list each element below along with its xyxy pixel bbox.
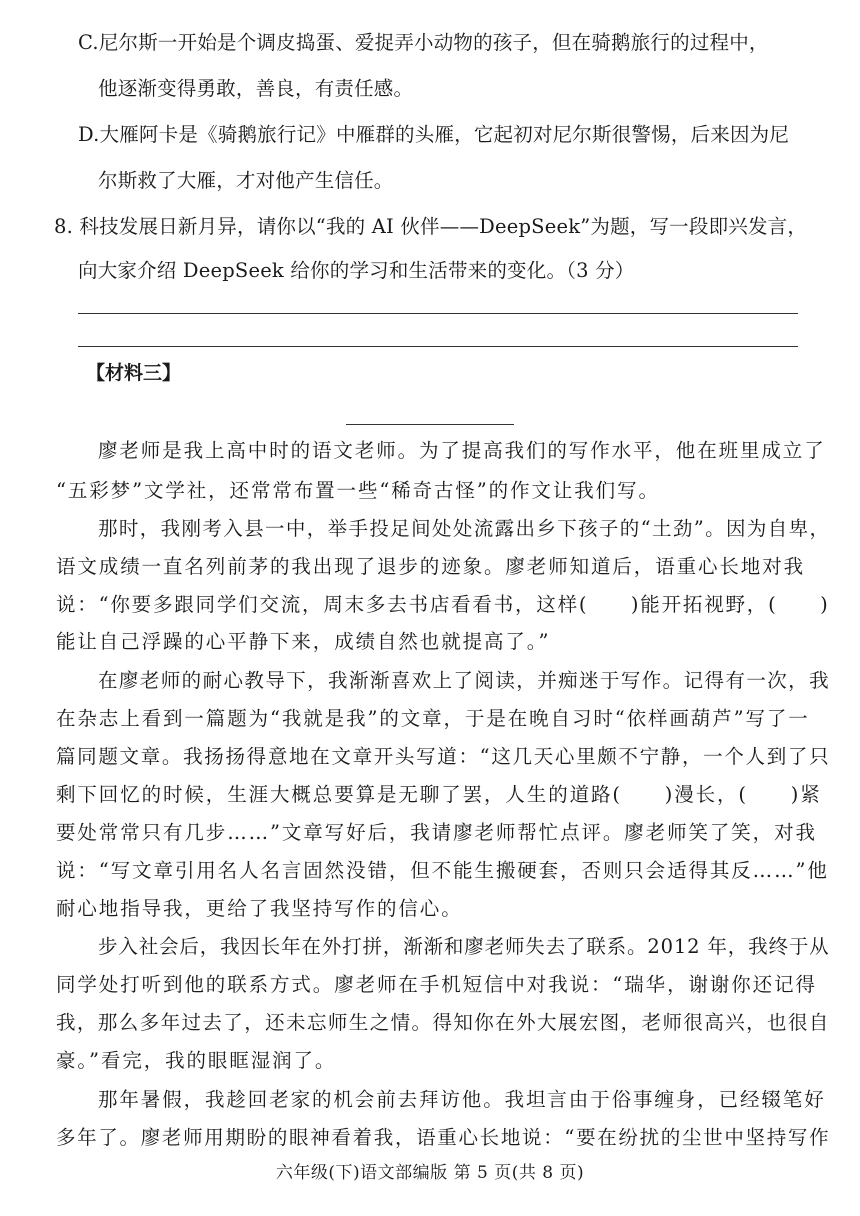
paragraph-line: 剩下回忆的时候，生涯大概总要算是无聊了罢，人生的道路( )漫长，( )紧 xyxy=(56,783,822,806)
paragraph-line: 说：“写文章引用名人名言固然没错，但不能生搬硬套，否则只会适得其反……”他 xyxy=(56,859,829,882)
paragraph-line: 那时，我刚考入县一中，举手投足间处处流露出乡下孩子的“土劲”。因为自卑， xyxy=(98,517,831,540)
paragraph-line: 廖老师是我上高中时的语文老师。为了提高我们的写作水平，他在班里成立了 xyxy=(98,439,826,462)
paragraph-line: 语文成绩一直名列前茅的我出现了退步的迹象。廖老师知道后，语重心长地对我 xyxy=(56,555,806,578)
paragraph-line: 能让自己浮躁的心平静下来，成绩自然也就提高了。” xyxy=(56,630,551,653)
paragraph-line: 步入社会后，我因长年在外打拼，渐渐和廖老师失去了联系。2012 年，我终于从 xyxy=(98,935,830,958)
material-3-title: 【材料三】 xyxy=(86,362,182,384)
option-c-line-2: 他逐渐变得勇敢，善良，有责任感。 xyxy=(98,77,414,100)
paragraph-line: 那年暑假，我趁回老家的机会前去拜访他。我坦言由于俗事缠身，已经辍笔好 xyxy=(98,1088,826,1111)
paragraph-line: 在廖老师的耐心教导下，我渐渐喜欢上了阅读，并痴迷于写作。记得有一次，我 xyxy=(98,669,831,692)
answer-line-1 xyxy=(78,313,798,314)
paragraph-line: 同学处打听到他的联系方式。廖老师在手机短信中对我说：“瑞华，谢谢你还记得 xyxy=(56,973,817,996)
page-footer: 六年级(下)语文部编版 第 5 页(共 8 页) xyxy=(275,1163,585,1183)
title-blank-line xyxy=(346,424,514,425)
option-d-line-2: 尔斯救了大雁，才对他产生信任。 xyxy=(98,169,394,192)
paragraph-line: 多年了。廖老师用期盼的眼神看着我，语重心长地说：“要在纷扰的尘世中坚持写作 xyxy=(56,1126,831,1149)
paragraph-line: 说：“你要多跟同学们交流，周末多去书店看看书，这样( )能开拓视野，( ) xyxy=(56,593,830,616)
option-d-line-1: D.大雁阿卡是《骑鹅旅行记》中雁群的头雁，它起初对尼尔斯很警惕，后来因为尼 xyxy=(78,123,790,146)
paragraph-line: “五彩梦”文学社，还常常布置一些“稀奇古怪”的作文让我们写。 xyxy=(56,479,660,502)
paragraph-line: 耐心地指导我，更给了我坚持写作的信心。 xyxy=(56,897,463,920)
paragraph-line: 要处常常只有几步……”文章写好后，我请廖老师帮忙点评。廖老师笑了笑，对我 xyxy=(56,821,817,844)
paragraph-line: 豪。”看完，我的眼眶湿润了。 xyxy=(56,1049,337,1072)
question-8-line-1: 8. 科技发展日新月异，请你以“我的 AI 伙伴——DeepSeek”为题，写一段即兴发言， xyxy=(54,215,808,238)
question-8-line-2: 向大家介绍 DeepSeek 给你的学习和生活带来的变化。（3 分） xyxy=(78,259,635,282)
option-c-line-1: C.尼尔斯一开始是个调皮捣蛋、爱捉弄小动物的孩子，但在骑鹅旅行的过程中， xyxy=(78,31,769,54)
paragraph-line: 在杂志上看到一篇题为“我就是我”的文章，于是在晚自习时“依样画葫芦”写了一 xyxy=(56,707,810,730)
answer-line-2 xyxy=(78,346,798,347)
paragraph-line: 我，那么多年过去了，还未忘师生之情。得知你在外大展宏图，老师很高兴，也很自 xyxy=(56,1011,830,1034)
paragraph-line: 篇同题文章。我扬扬得意地在文章开头写道：“这几天心里颇不宁静，一个人到了只 xyxy=(56,745,831,768)
